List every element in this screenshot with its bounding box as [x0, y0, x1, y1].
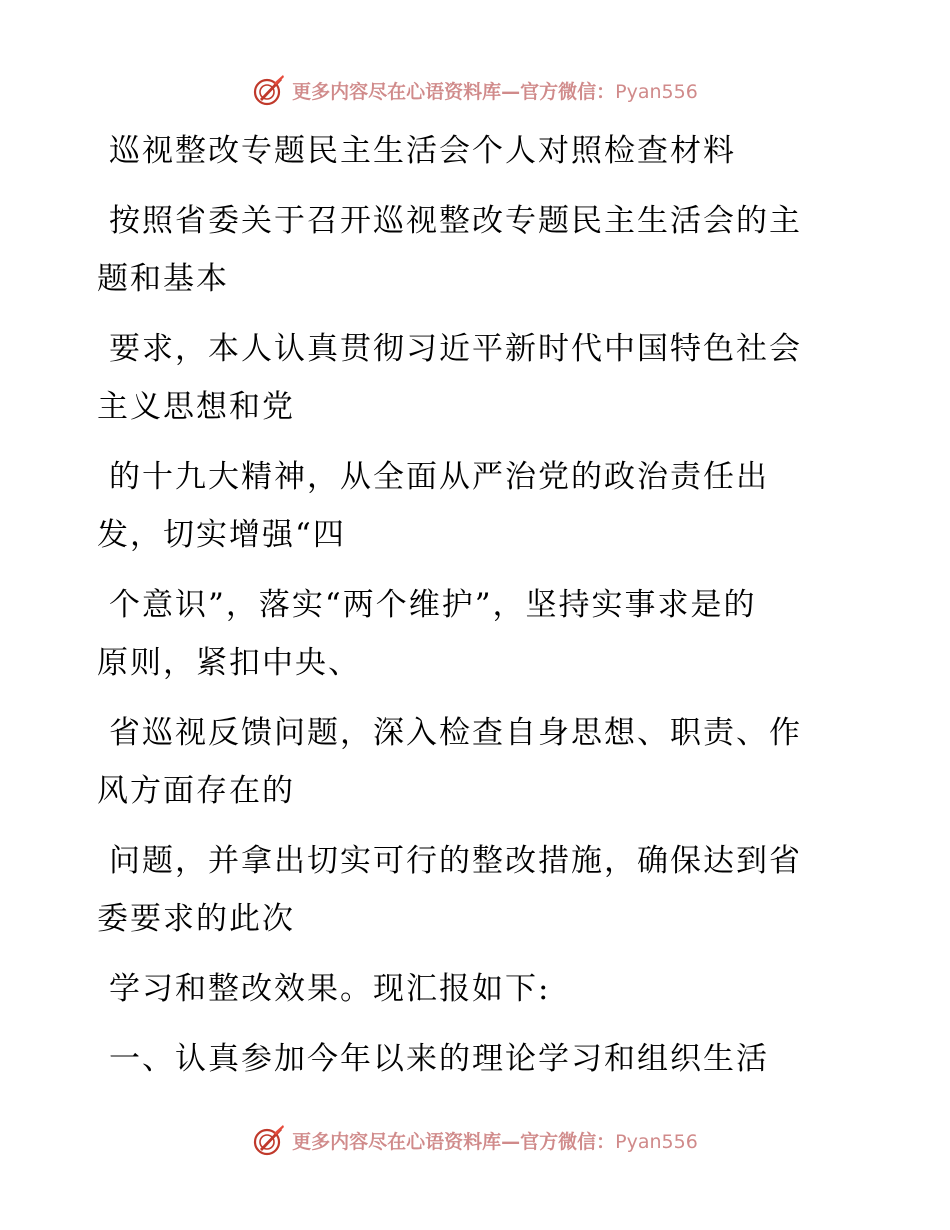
- paragraph-line: 按照省委关于召开巡视整改专题民主生活会的主: [109, 203, 802, 239]
- quill-logo-icon: [252, 1123, 286, 1157]
- header-banner: [0, 70, 950, 110]
- banner-text: 更多内容尽在心语资料库—官方微信：Pyan556: [292, 80, 698, 103]
- paragraph-line: 学习和整改效果。现汇报如下:: [109, 971, 551, 1007]
- paragraph-line: 个意识”，落实“两个维护”，坚持实事求是的: [109, 587, 757, 623]
- document-body: [97, 122, 837, 1088]
- banner-text: 更多内容尽在心语资料库—官方微信：Pyan556: [292, 1130, 698, 1153]
- section-heading: 一、认真参加今年以来的理论学习和组织生活: [109, 1041, 769, 1077]
- paragraph-line: 要求，本人认真贯彻习近平新时代中国特色社会: [109, 331, 802, 367]
- paragraph-line: 题和基本: [97, 261, 229, 297]
- paragraph-line: 的十九大精神，从全面从严治党的政治责任出: [109, 459, 769, 495]
- footer-banner: [0, 1120, 950, 1160]
- paragraph-line: 主义思想和党: [97, 389, 295, 425]
- paragraph-line: 省巡视反馈问题，深入检查自身思想、职责、作: [109, 715, 802, 751]
- paragraph-line: 委要求的此次: [97, 901, 295, 937]
- document-title: 巡视整改专题民主生活会个人对照检查材料: [109, 133, 736, 169]
- paragraph-line: 原则，紧扣中央、: [97, 645, 361, 681]
- paragraph-line: 问题，并拿出切实可行的整改措施，确保达到省: [109, 843, 802, 879]
- paragraph-line: 发，切实增强“四: [97, 517, 346, 553]
- quill-logo-icon: [252, 73, 286, 107]
- paragraph-line: 风方面存在的: [97, 773, 295, 809]
